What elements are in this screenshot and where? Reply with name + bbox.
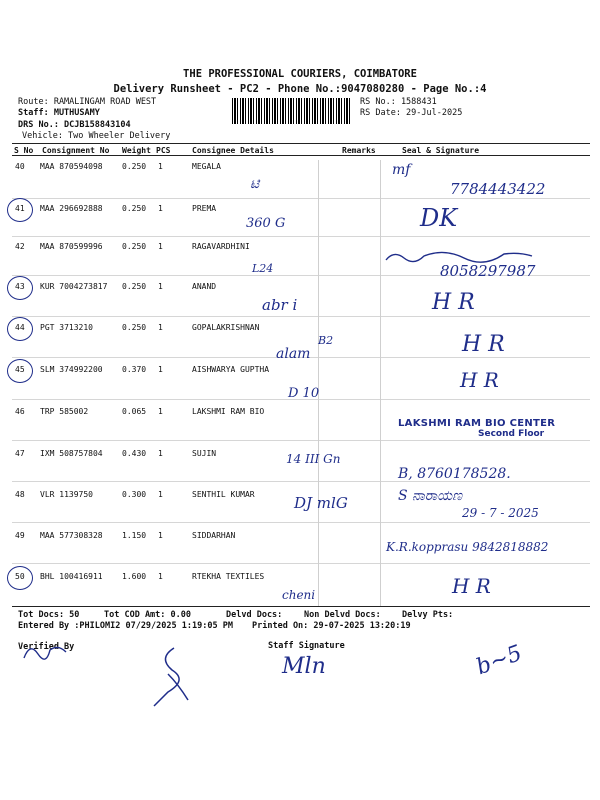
row-48-weight: 0.300 xyxy=(122,490,147,499)
rs-number: RS No.: 1588431 xyxy=(360,97,437,107)
non-delivered-docs: Non Delvd Docs: xyxy=(304,610,381,620)
row-44-pcs: 1 xyxy=(158,323,163,332)
row-44-consignment: PGT 3713210 xyxy=(40,323,93,332)
row-44-signature: H R xyxy=(462,332,505,357)
row-47-consignee: SUJIN xyxy=(192,449,217,458)
staff-signature-label: Staff Signature xyxy=(268,641,345,651)
row-42-pcs: 1 xyxy=(158,242,163,251)
row-46-pcs: 1 xyxy=(158,407,163,416)
stamp-address: Second Floor xyxy=(478,429,545,439)
row-41-consignee: PREMA xyxy=(192,204,217,213)
col-consignment: Consignment No xyxy=(42,146,110,155)
staff-signature: Mln xyxy=(282,654,326,679)
route-label: Route: RAMALINGAM ROAD WEST xyxy=(18,97,157,107)
row-41-pcs: 1 xyxy=(158,204,163,213)
row-48-consignment: VLR 1139750 xyxy=(40,490,93,499)
row-42-weight: 0.250 xyxy=(122,242,147,251)
row-40-signature: mf xyxy=(392,162,411,178)
row-42-sno: 42 xyxy=(15,242,25,251)
row-45-weight: 0.370 xyxy=(122,365,147,374)
row-46-handwritten-note: D 10 xyxy=(288,386,320,401)
row-45-pcs: 1 xyxy=(158,365,163,374)
drs-number: DRS No.: DCJB158843104 xyxy=(18,120,131,130)
row-48-signature: S ನಾರಾಯಣ xyxy=(398,488,463,504)
row-50-weight: 1.600 xyxy=(122,572,147,581)
row-46-sno: 46 xyxy=(15,407,25,416)
row-50-handwritten-note: cheni xyxy=(282,588,316,602)
column-divider xyxy=(318,160,319,606)
row-47-handwritten-note: 14 III Gn xyxy=(286,452,341,466)
row-45-consignee: AISHWARYA GUPTHA xyxy=(192,365,270,374)
runsheet-subtitle: Delivery Runsheet - PC2 - Phone No.:9047080280 - Page No.:4 xyxy=(113,83,487,95)
row-41-signature: DK xyxy=(420,204,458,232)
row-40-weight: 0.250 xyxy=(122,162,147,171)
row-40-consignee: MEGALA xyxy=(192,162,221,171)
delivered-docs: Delvd Docs: xyxy=(226,610,283,620)
row-45-signature: H R xyxy=(460,368,499,392)
row-49-consignee: SIDDARHAN xyxy=(192,531,236,540)
verified-by-signature xyxy=(20,638,70,668)
row-44-sno: 44 xyxy=(15,323,25,332)
row-40-sno: 40 xyxy=(15,162,25,171)
col-sno: S No xyxy=(14,146,34,155)
row-47-pcs: 1 xyxy=(158,449,163,458)
rs-date: RS Date: 29-Jul-2025 xyxy=(360,108,463,118)
row-50-signature: H R xyxy=(452,574,491,598)
left-signature-scribble xyxy=(148,644,198,714)
col-consignee: Consignee Details xyxy=(192,146,274,155)
left-signature-text xyxy=(160,650,161,651)
verified-by-label: Verified By xyxy=(18,642,75,652)
row-43-consignee: ANAND xyxy=(192,282,217,291)
row-42-consignment: MAA 870599996 xyxy=(40,242,103,251)
row-45-circle-mark xyxy=(7,359,33,383)
row-43-signature: H R xyxy=(432,290,475,315)
row-44-circle-mark xyxy=(7,317,33,341)
staff-label: Staff: MUTHUSAMY xyxy=(18,108,100,118)
col-seal-signature: Seal & Signature xyxy=(402,146,480,155)
row-48-sno: 48 xyxy=(15,490,25,499)
row-41-circle-mark xyxy=(7,198,33,222)
row-43-circle-mark xyxy=(7,276,33,300)
row-50-consignment: BHL 100416911 xyxy=(40,572,103,581)
row-48-date: 29 - 7 - 2025 xyxy=(462,506,539,520)
entered-by: Entered By :PHILOMI2 07/29/2025 1:19:05 PM xyxy=(18,621,233,631)
row-48-consignee: SENTHIL KUMAR xyxy=(192,490,255,499)
stamp-text: LAKSHMI RAM BIO CENTER xyxy=(398,418,556,429)
row-49-pcs: 1 xyxy=(158,531,163,540)
total-docs: Tot Docs: 50 xyxy=(18,610,80,620)
row-43-consignment: KUR 7004273817 xyxy=(40,282,108,291)
row-49-sno: 49 xyxy=(15,531,25,540)
row-41-consignment: MAA 296692888 xyxy=(40,204,103,213)
row-47-phone: B, 8760178528. xyxy=(398,466,511,482)
row-45-handwritten-note: alam xyxy=(276,346,311,362)
footer-top-rule xyxy=(12,606,590,607)
row-41-sno: 41 xyxy=(15,204,25,213)
company-stamp xyxy=(398,418,588,460)
row-41-weight: 0.250 xyxy=(122,204,147,213)
row-46-consignment: TRP 585002 xyxy=(40,407,89,416)
row-42-consignee: RAGAVARDHINI xyxy=(192,242,250,251)
row-49-consignment: MAA 577308328 xyxy=(40,531,103,540)
row-49-handwritten-note: K.R.kopprasu 9842818882 xyxy=(386,540,549,554)
row-44-weight: 0.250 xyxy=(122,323,147,332)
row-42-handwritten-note: L24 xyxy=(252,262,274,275)
row-50-consignee: RTEKHA TEXTILES xyxy=(192,572,265,581)
row-48-handwritten-note: DJ mlG xyxy=(294,494,348,512)
total-cod-amount: Tot COD Amt: 0.00 xyxy=(104,610,191,620)
row-50-sno: 50 xyxy=(15,572,25,581)
row-47-weight: 0.430 xyxy=(122,449,147,458)
col-weight: Weight xyxy=(122,146,151,155)
row-43-weight: 0.250 xyxy=(122,282,147,291)
row-40-pcs: 1 xyxy=(158,162,163,171)
barcode xyxy=(232,98,352,124)
row-40-consignment: MAA 870594098 xyxy=(40,162,103,171)
header-bottom-rule xyxy=(12,155,590,156)
row-40-phone: 7784443422 xyxy=(450,180,546,198)
row-40-handwritten-note: ಟಿ xyxy=(250,176,260,192)
col-remarks: Remarks xyxy=(342,146,376,155)
row-50-pcs: 1 xyxy=(158,572,163,581)
row-45-sno: 45 xyxy=(15,365,25,374)
row-47-consignment: IXM 508757804 xyxy=(40,449,103,458)
row-44-handwritten-note: B2 xyxy=(318,334,334,347)
row-42-phone: 8058297987 xyxy=(440,262,536,280)
row-46-consignee: LAKSHMI RAM BIO xyxy=(192,407,265,416)
row-50-circle-mark xyxy=(7,566,33,590)
company-title: THE PROFESSIONAL COURIERS, COIMBATORE xyxy=(183,68,417,80)
row-43-pcs: 1 xyxy=(158,282,163,291)
row-43-sno: 43 xyxy=(15,282,25,291)
row-48-pcs: 1 xyxy=(158,490,163,499)
printed-on: Printed On: 29-07-2025 13:20:19 xyxy=(252,621,411,631)
header-top-rule xyxy=(12,143,590,144)
row-47-sno: 47 xyxy=(15,449,25,458)
row-43-handwritten-note: abr i xyxy=(262,296,298,314)
delivery-points: Delvy Pts: xyxy=(402,610,454,620)
row-49-weight: 1.150 xyxy=(122,531,147,540)
right-signature: b~5 xyxy=(473,640,526,681)
column-divider xyxy=(380,160,381,606)
row-46-weight: 0.065 xyxy=(122,407,147,416)
col-pcs: PCS xyxy=(156,146,171,155)
vehicle-label: Vehicle: Two Wheeler Delivery xyxy=(22,131,171,141)
row-45-consignment: SLM 374992200 xyxy=(40,365,103,374)
row-44-consignee: GOPALAKRISHNAN xyxy=(192,323,260,332)
row-41-handwritten-note: 360 G xyxy=(246,216,286,231)
